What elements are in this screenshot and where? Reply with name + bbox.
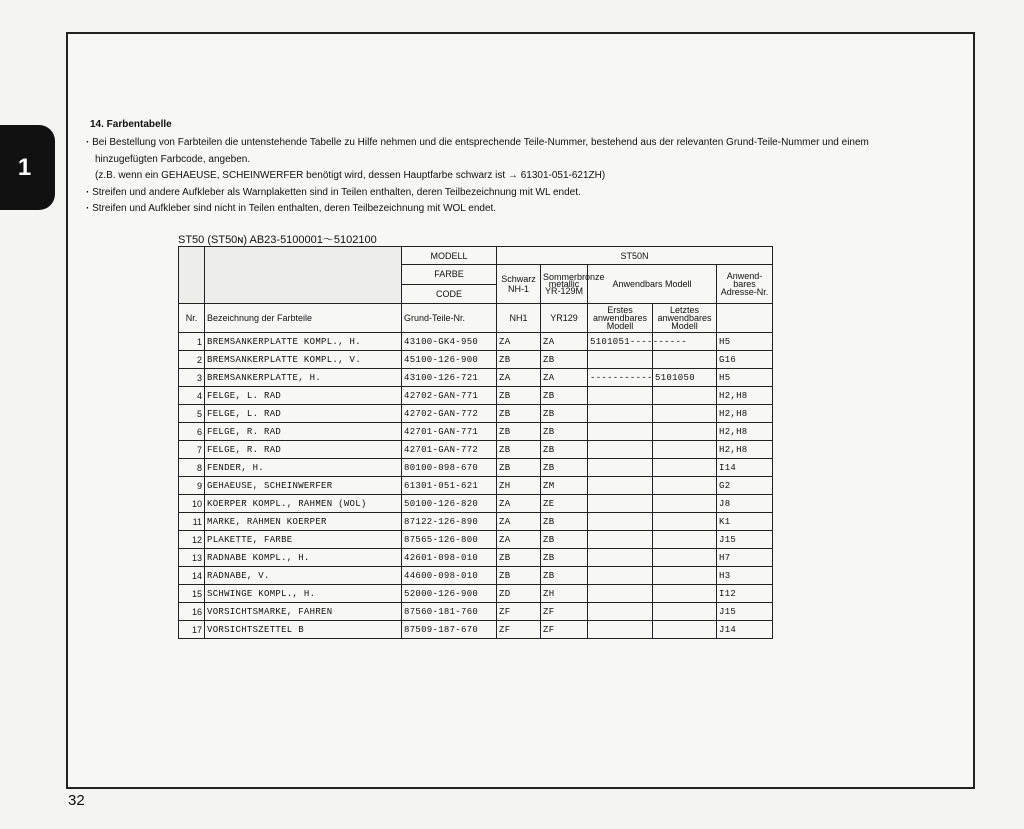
row-first-model [588,531,653,549]
row-name: VORSICHTSZETTEL B [205,621,402,639]
row-code-yr129: ZF [541,603,588,621]
row-code-yr129: ZB [541,459,588,477]
row-last-model [653,423,717,441]
row-nr: 16 [179,603,205,621]
row-first-model [588,477,653,495]
row-nr: 14 [179,567,205,585]
row-code-nh1: ZF [497,603,541,621]
table-caption: ST50 (ST50ɴ) AB23-5100001〜5102100 [178,234,377,246]
table-row [179,567,773,585]
row-name: BREMSANKERPLATTE, H. [205,369,402,387]
row-part-number: 87122-126-890 [402,513,497,531]
row-code-yr129: ZB [541,387,588,405]
row-part-number: 45100-126-900 [402,351,497,369]
row-code-nh1: ZB [497,387,541,405]
row-nr: 5 [179,405,205,423]
row-code-nh1: ZA [497,495,541,513]
row-name: KOERPER KOMPL., RAHMEN (WOL) [205,495,402,513]
row-first-model [588,513,653,531]
row-nr: 1 [179,333,205,351]
row-address: H2,H8 [717,387,773,405]
row-code-yr129: ZB [541,441,588,459]
row-name: FELGE, R. RAD [205,423,402,441]
row-address: I12 [717,585,773,603]
intro-line-1: · Bei Bestellung von Farbteilen die untenstehende Tabelle zu Hilfe nehmen und die entsprechende Teile-Nummer, bestehend aus der relevanten Grund-Teile-Nummer und einem [86,135,966,152]
row-last-model [653,387,717,405]
row-name: RADNABE, V. [205,567,402,585]
header-anwendbares-adresse: Anwend-bares Adresse-Nr. [717,265,773,304]
row-first-model [588,549,653,567]
row-last-model: 5101050 [653,369,717,387]
table-body [179,333,773,639]
row-nr: 7 [179,441,205,459]
row-name: BREMSANKERPLATTE KOMPL., V. [205,351,402,369]
row-part-number: 44600-098-010 [402,567,497,585]
row-part-number: 61301-051-621 [402,477,497,495]
row-code-nh1: ZB [497,567,541,585]
row-first-model: ----------- [588,369,653,387]
table-row [179,405,773,423]
row-last-model [653,603,717,621]
row-code-yr129: ZB [541,423,588,441]
header-nr: Nr. [179,304,205,333]
row-first-model [588,585,653,603]
row-address: J14 [717,621,773,639]
row-part-number: 87560-181-760 [402,603,497,621]
row-nr: 15 [179,585,205,603]
row-last-model [653,495,717,513]
row-part-number: 80100-098-670 [402,459,497,477]
header-sommerbronze: Sommerbronze metallic YR-129M [541,265,588,304]
table-row [179,369,773,387]
row-address: G16 [717,351,773,369]
row-code-nh1: ZA [497,531,541,549]
row-code-yr129: ZB [541,567,588,585]
row-part-number: 42702-GAN-772 [402,405,497,423]
row-first-model [588,423,653,441]
row-first-model: 5101051---------- [588,333,653,351]
row-nr: 11 [179,513,205,531]
intro-example: (z.B. wenn ein GEHAEUSE, SCHEINWERFER benötigt wird, dessen Hauptfarbe schwarz ist → 61301-051-621ZH) [95,170,606,181]
row-name: FELGE, L. RAD [205,387,402,405]
chapter-tab: 1 [0,125,55,210]
row-code-nh1: ZA [497,333,541,351]
row-first-model [588,405,653,423]
row-name: FENDER, H. [205,459,402,477]
page-number: 32 [68,792,85,809]
row-last-model [653,405,717,423]
row-code-yr129: ZB [541,531,588,549]
row-nr: 10 [179,495,205,513]
row-nr: 2 [179,351,205,369]
row-code-nh1: ZB [497,423,541,441]
row-code-yr129: ZB [541,549,588,567]
row-name: MARKE, RAHMEN KOERPER [205,513,402,531]
row-address: H5 [717,369,773,387]
row-last-model [653,585,717,603]
table-row [179,513,773,531]
row-code-yr129: ZM [541,477,588,495]
header-schwarz-code: NH-1 [507,284,529,294]
row-nr: 17 [179,621,205,639]
table-row [179,621,773,639]
row-code-nh1: ZB [497,405,541,423]
header-yr129: YR129 [541,304,588,333]
section-title: 14. Farbentabelle [90,119,172,130]
row-first-model [588,351,653,369]
row-first-model [588,459,653,477]
row-address: H2,H8 [717,441,773,459]
row-address: J15 [717,531,773,549]
row-name: RADNABE KOMPL., H. [205,549,402,567]
row-nr: 13 [179,549,205,567]
row-code-nh1: ZB [497,549,541,567]
row-first-model [588,621,653,639]
header-grund: Grund-Teile-Nr. [402,304,497,333]
intro-line-2: hinzugefügten Farbcode, angeben. [95,153,251,165]
row-last-model [653,531,717,549]
row-nr: 4 [179,387,205,405]
row-name: SCHWINGE KOMPL., H. [205,585,402,603]
row-last-model [653,351,717,369]
row-part-number: 52000-126-900 [402,585,497,603]
row-code-yr129: ZB [541,351,588,369]
header-corner [179,247,205,304]
row-last-model [653,549,717,567]
row-code-nh1: ZA [497,513,541,531]
row-code-nh1: ZA [497,369,541,387]
row-address: J15 [717,603,773,621]
row-address: H7 [717,549,773,567]
row-code-yr129: ZE [541,495,588,513]
row-part-number: 43100-126-721 [402,369,497,387]
table-row [179,351,773,369]
row-first-model [588,567,653,585]
row-part-number: 87565-126-800 [402,531,497,549]
row-code-yr129: ZB [541,405,588,423]
row-part-number: 42601-098-010 [402,549,497,567]
row-address: H3 [717,567,773,585]
intro-line-3: · Streifen und andere Aufkleber als Warnplaketten sind in Teilen enthalten, deren Teilbezeichnung mit WL endet. [86,185,966,202]
row-part-number: 42701-GAN-772 [402,441,497,459]
row-address: H2,H8 [717,405,773,423]
header-nh1: NH1 [497,304,541,333]
header-bezeichnung: Bezeichnung der Farbteile [205,304,402,333]
row-code-nh1: ZH [497,477,541,495]
header-farbe: FARBE [402,265,497,285]
row-last-model [653,459,717,477]
row-nr: 9 [179,477,205,495]
row-address: G2 [717,477,773,495]
row-code-nh1: ZD [497,585,541,603]
row-code-yr129: ZF [541,621,588,639]
row-address: I14 [717,459,773,477]
color-table [178,246,773,639]
row-first-model [588,387,653,405]
table-row [179,441,773,459]
header-letztes: Letztes anwendbares Modell [653,304,717,333]
header-schwarz-label: Schwarz [501,274,536,284]
table-row [179,477,773,495]
table-row [179,549,773,567]
row-address: J8 [717,495,773,513]
row-first-model [588,603,653,621]
row-part-number: 87509-187-670 [402,621,497,639]
row-name: BREMSANKERPLATTE KOMPL., H. [205,333,402,351]
row-last-model [653,621,717,639]
row-address: H2,H8 [717,423,773,441]
row-code-nh1: ZB [497,351,541,369]
row-nr: 3 [179,369,205,387]
header-anwendbars-modell: Anwendbars Modell [588,265,717,304]
header-erstes: Erstes anwendbares Modell [588,304,653,333]
row-first-model [588,441,653,459]
row-first-model [588,495,653,513]
row-name: GEHAEUSE, SCHEINWERFER [205,477,402,495]
table-row [179,585,773,603]
row-last-model [653,477,717,495]
row-name: PLAKETTE, FARBE [205,531,402,549]
row-last-model [653,513,717,531]
table-row [179,531,773,549]
row-code-nh1: ZF [497,621,541,639]
row-part-number: 43100-GK4-950 [402,333,497,351]
intro-line-4: · Streifen und Aufkleber sind nicht in Teilen enthalten, deren Teilbezeichnung mit WOL endet. [86,201,966,218]
row-part-number: 42701-GAN-771 [402,423,497,441]
table-row [179,387,773,405]
table-row [179,459,773,477]
row-address: H5 [717,333,773,351]
row-nr: 8 [179,459,205,477]
row-name: FELGE, R. RAD [205,441,402,459]
row-code-yr129: ZH [541,585,588,603]
row-address: K1 [717,513,773,531]
row-name: FELGE, L. RAD [205,405,402,423]
row-nr: 6 [179,423,205,441]
table-row [179,495,773,513]
row-code-yr129: ZB [541,513,588,531]
header-schwarz [497,265,541,304]
table-row [179,333,773,351]
row-code-nh1: ZB [497,441,541,459]
row-code-yr129: ZA [541,369,588,387]
header-model-name: ST50N [497,247,773,265]
header-modell: MODELL [402,247,497,265]
row-last-model [653,441,717,459]
header-blank [205,247,402,304]
row-nr: 12 [179,531,205,549]
row-part-number: 42702-GAN-771 [402,387,497,405]
row-part-number: 50100-126-820 [402,495,497,513]
header-addr-blank [717,304,773,333]
table-row [179,423,773,441]
row-code-yr129: ZA [541,333,588,351]
row-name: VORSICHTSMARKE, FAHREN [205,603,402,621]
row-code-nh1: ZB [497,459,541,477]
row-last-model [653,567,717,585]
header-code: CODE [402,284,497,304]
intro-text [86,135,966,218]
table-row [179,603,773,621]
